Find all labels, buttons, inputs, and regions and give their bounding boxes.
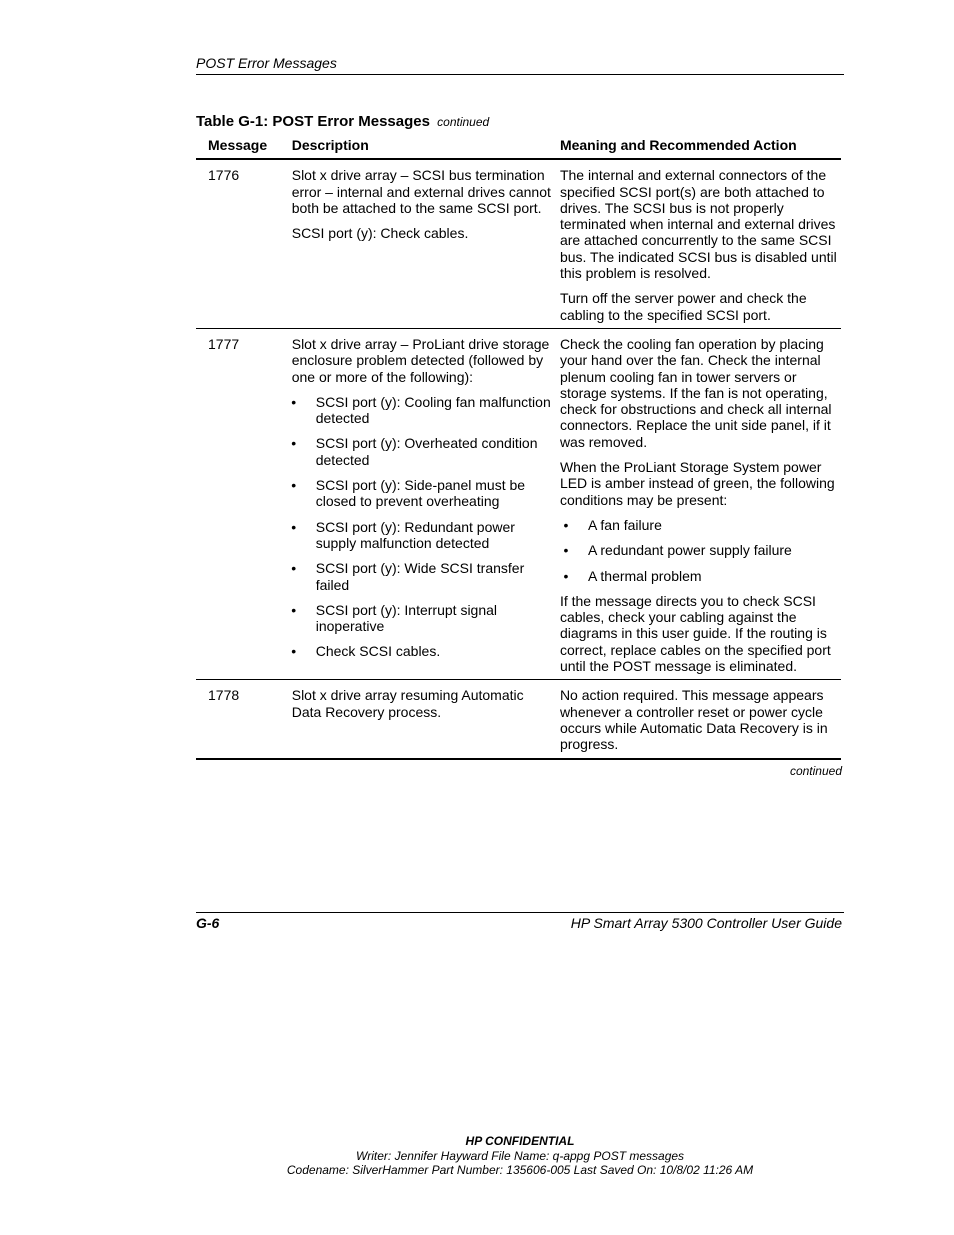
- meaning-paragraph: Turn off the server power and check the cabling to the specified SCSI port.: [559, 290, 807, 323]
- message-code: 1777: [196, 328, 292, 679]
- bullet-item: [292, 519, 556, 552]
- running-head: POST Error Messages: [196, 55, 337, 71]
- bullet-icon: •: [563, 542, 569, 559]
- description-paragraph: Slot x drive array – SCSI bus termination error – internal and external drives cannot both be attached to the same SCSI port.: [291, 167, 551, 216]
- table-caption: [196, 113, 489, 130]
- bullet-text: SCSI port (y): Overheated condition detected: [315, 435, 538, 468]
- description-paragraph: Slot x drive array – ProLiant drive storage enclosure problem detected (followed by one or more of the following):: [291, 335, 550, 385]
- column-header-description: Description: [292, 134, 560, 159]
- table-body: [196, 159, 841, 758]
- bullet-icon: •: [291, 601, 297, 618]
- bullet-text: SCSI port (y): Cooling fan malfunction detected: [315, 393, 551, 427]
- bullet-text: A thermal problem: [587, 567, 702, 584]
- bullet-icon: •: [291, 393, 297, 410]
- meaning-paragraph: When the ProLiant Storage System power LED is amber instead of green, the following conditions may be present:: [559, 459, 835, 508]
- post-error-table: [196, 134, 841, 760]
- bullet-text: A fan failure: [587, 516, 662, 533]
- footer-rule: [196, 912, 844, 913]
- table-row: [196, 680, 841, 759]
- bullet-list: [560, 517, 841, 584]
- column-header-meaning: Meaning and Recommended Action: [560, 134, 841, 159]
- bullet-item: [292, 643, 556, 659]
- bullet-icon: •: [291, 477, 297, 494]
- confidential-block: [0, 1134, 954, 1178]
- bullet-text: SCSI port (y): Interrupt signal inoperative: [315, 601, 498, 635]
- header-rule: [196, 74, 844, 75]
- bullet-list: [292, 394, 556, 660]
- bullet-text: SCSI port (y): Side-panel must be closed to prevent overheating: [315, 477, 526, 510]
- bullet-text: Check SCSI cables.: [315, 643, 441, 660]
- bullet-text: SCSI port (y): Wide SCSI transfer failed: [315, 560, 525, 593]
- message-code: 1776: [196, 159, 292, 328]
- table-row: [196, 328, 841, 679]
- meaning-paragraph: If the message directs you to check SCSI cables, check your cabling against the diagrams in this user guide. If the routing is correct, replace cables on the specified port until the POST message is eliminated.: [559, 592, 831, 675]
- table-header-row: [196, 134, 841, 159]
- book-title: HP Smart Array 5300 Controller User Guide: [570, 915, 842, 931]
- description-paragraph: SCSI port (y): Check cables.: [291, 225, 469, 242]
- bullet-item: [560, 542, 841, 558]
- description-cell: [292, 328, 560, 679]
- bullet-icon: •: [291, 518, 297, 535]
- bullet-icon: •: [291, 560, 297, 577]
- table-caption-title: Table G-1: POST Error Messages: [196, 113, 430, 130]
- table-row: [196, 159, 841, 328]
- description-cell: [292, 680, 560, 759]
- confidential-codename-line: Codename: SilverHammer Part Number: 135606-005 Last Saved On: 10/8/02 11:26 AM: [286, 1163, 754, 1177]
- description-cell: [292, 159, 560, 328]
- bullet-text: A redundant power supply failure: [587, 542, 792, 559]
- bullet-icon: •: [563, 516, 569, 533]
- bullet-icon: •: [291, 643, 297, 660]
- bullet-item: [560, 517, 841, 533]
- table-caption-continued: continued: [437, 115, 490, 129]
- column-header-message: Message: [196, 134, 292, 159]
- meaning-cell: [560, 328, 841, 679]
- meaning-paragraph: The internal and external connectors of the specified SCSI port(s) are both attached to drives. The SCSI bus is not properly terminated when internal and external drives are attached concurrently to the same SCSI bus. The indicated SCSI bus is disabled until this problem is resolved.: [559, 167, 837, 282]
- bullet-item: [560, 568, 841, 584]
- meaning-paragraph: No action required. This message appears whenever a controller reset or power cycle occurs while Automatic Data Recovery is in progress.: [559, 687, 828, 753]
- message-code: 1778: [196, 680, 292, 759]
- bullet-item: [292, 394, 556, 427]
- bullet-text: SCSI port (y): Redundant power supply malfunction detected: [315, 518, 515, 551]
- bullet-item: [292, 560, 556, 593]
- continued-note: continued: [789, 764, 842, 778]
- confidential-writer-line: Writer: Jennifer Hayward File Name: q-appg POST messages: [355, 1148, 685, 1163]
- page-number: G-6: [196, 915, 220, 931]
- confidential-title: HP CONFIDENTIAL: [465, 1134, 575, 1148]
- bullet-item: [292, 477, 556, 510]
- bullet-item: [292, 435, 556, 468]
- meaning-cell: [560, 159, 841, 328]
- bullet-icon: •: [291, 435, 297, 452]
- meaning-cell: [560, 680, 841, 759]
- bullet-icon: •: [563, 567, 569, 584]
- meaning-paragraph: Check the cooling fan operation by placing your hand over the fan. Check the internal plenum cooling fan in tower servers or storage systems. If the fan is not operating, check for obstructions and check all internal connectors. Replace the unit side panel, if it was removed.: [559, 335, 832, 450]
- description-paragraph: Slot x drive array resuming Automatic Data Recovery process.: [291, 687, 524, 720]
- bullet-item: [292, 602, 556, 635]
